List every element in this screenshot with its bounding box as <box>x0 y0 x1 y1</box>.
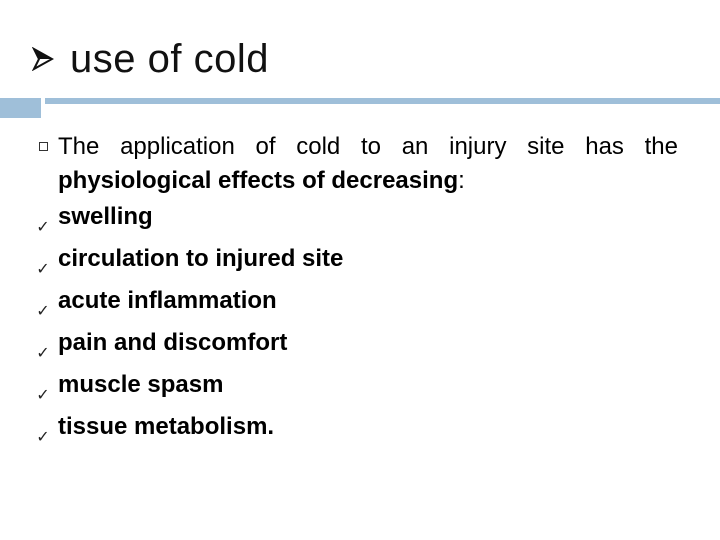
accent-rule-right <box>45 98 720 104</box>
slide-body <box>28 130 678 450</box>
list-item-text: swelling <box>58 203 153 230</box>
list-item-text: muscle spasm <box>58 371 224 398</box>
list-item-text: tissue metabolism. <box>58 413 275 440</box>
list-item <box>28 240 678 278</box>
checkmark-icon: ✓ <box>36 219 50 236</box>
intro-bold-text: physiological effects of decreasing <box>58 167 459 194</box>
checkmark-icon: ✓ <box>36 261 50 278</box>
square-bullet-icon <box>28 130 58 151</box>
intro-item <box>28 130 678 198</box>
list-item-text: pain and discomfort <box>58 329 288 356</box>
list-item-text: acute inflammation <box>58 287 277 314</box>
list-item <box>28 198 678 236</box>
checkmark-icon: ✓ <box>36 345 50 362</box>
list-item-text: circulation to injured site <box>58 245 344 272</box>
list-item <box>28 282 678 320</box>
arrow-bullet-icon <box>32 47 54 71</box>
accent-rule-left <box>0 98 41 118</box>
list-item <box>28 408 678 446</box>
list-item <box>28 324 678 362</box>
checkmark-icon: ✓ <box>36 303 50 320</box>
intro-suffix: : <box>458 167 465 194</box>
checkmark-icon: ✓ <box>36 387 50 404</box>
list-item <box>28 366 678 404</box>
intro-plain-text: The application of cold to an injury site has the <box>58 133 678 160</box>
title-row <box>32 34 269 84</box>
intro-text <box>58 130 678 198</box>
checkmark-icon: ✓ <box>36 429 50 446</box>
slide-title: use of cold <box>70 37 269 81</box>
